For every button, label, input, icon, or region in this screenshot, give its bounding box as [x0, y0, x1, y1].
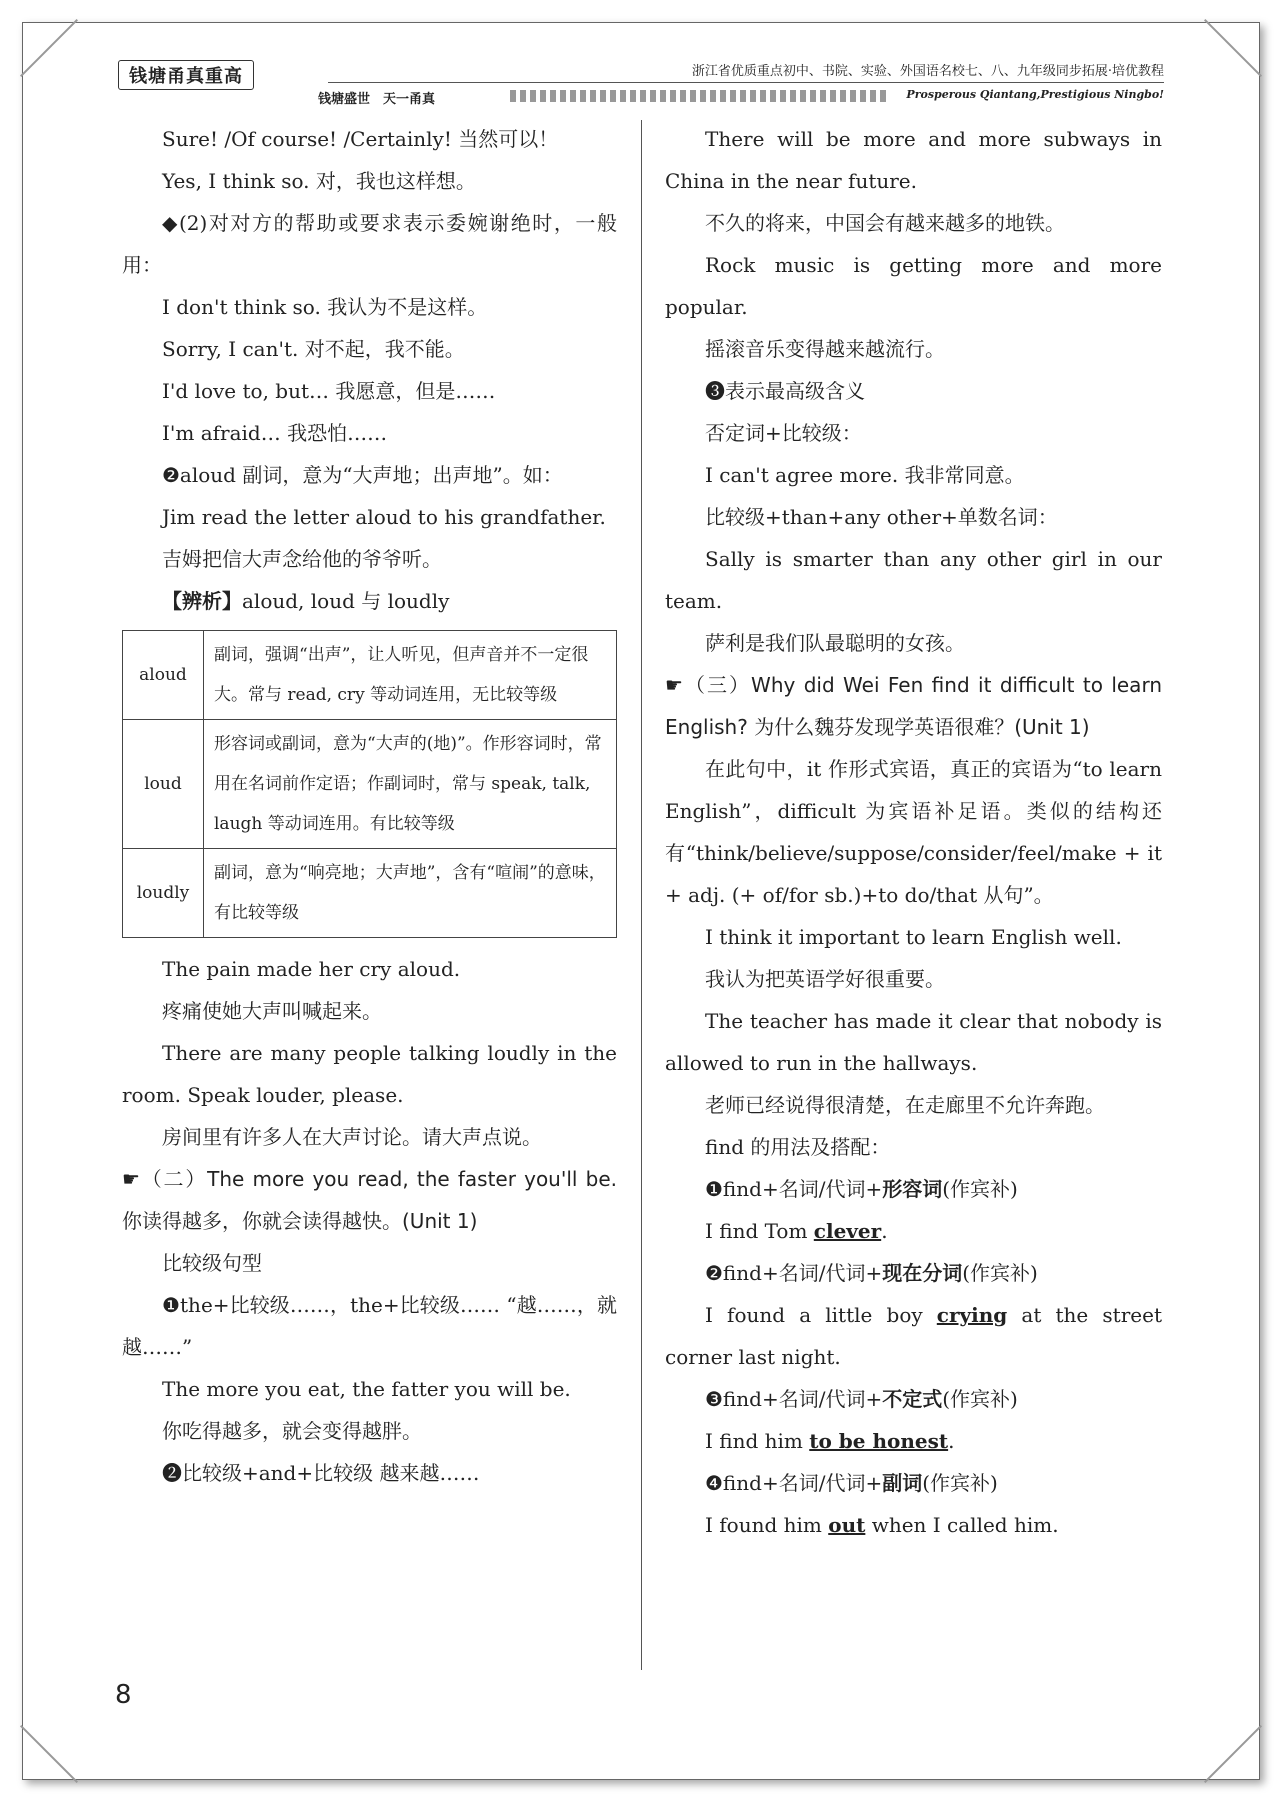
paragraph: I don't think so. 我认为不是这样。	[162, 295, 488, 319]
corner-line	[1204, 1725, 1262, 1783]
paragraph: 比较级+than+any other+单数名词：	[705, 505, 1058, 529]
paragraph: 否定词+比较级：	[705, 421, 862, 445]
table-desc: 副词，强调“出声”，让人听见，但声音并不一定很大。常与 read, cry 等动词连用，无比较等级	[204, 631, 617, 720]
rule-text: ❷find+名词/代词+	[705, 1261, 883, 1285]
rule-text: (作宾补)	[922, 1471, 998, 1495]
header-stripe	[510, 90, 890, 102]
section-heading: ☛（三）Why did Wei Fen find it difficult to learn English? 为什么魏芬发现学英语很难？(Unit 1)	[665, 673, 1162, 739]
column-divider	[641, 120, 642, 1670]
analysis-tag: 【辨析】	[162, 589, 242, 613]
paragraph: I'd love to, but… 我愿意，但是……	[162, 379, 496, 403]
analysis-text: aloud, loud 与 loudly	[242, 589, 450, 613]
table-desc: 副词，意为“响亮地；大声地”，含有“喧闹”的意味，有比较等级	[204, 849, 617, 938]
paragraph: I think it important to learn English well.	[705, 925, 1122, 949]
series-title: 浙江省优质重点初中、书院、实验、外国语名校七、八、九年级同步拓展·培优教程	[691, 64, 1164, 79]
rule-text: (作宾补)	[942, 1387, 1018, 1411]
example-text: I found a little boy	[705, 1303, 937, 1327]
corner-line	[20, 19, 78, 77]
paragraph: Sally is smarter than any other girl in our team.	[665, 547, 1162, 613]
table-row	[123, 849, 617, 938]
paragraph: 萨利是我们队最聪明的女孩。	[705, 631, 965, 655]
paragraph: The teacher has made it clear that nobody is allowed to run in the hallways.	[665, 1009, 1162, 1075]
paragraph: 不久的将来，中国会有越来越多的地铁。	[705, 211, 1065, 235]
paragraph: ❶the+比较级……，the+比较级…… “越……，就越……”	[122, 1293, 617, 1359]
table-term: loud	[123, 720, 204, 849]
paragraph: 你吃得越多，就会变得越胖。	[162, 1419, 422, 1443]
paragraph: The pain made her cry aloud.	[162, 957, 461, 981]
example-text: I find Tom	[705, 1219, 814, 1243]
usage-rule	[665, 1168, 1162, 1210]
rule-text: (作宾补)	[942, 1177, 1018, 1201]
rule-text: ❹find+名词/代词+	[705, 1471, 883, 1495]
usage-rule	[665, 1378, 1162, 1420]
paragraph: 我认为把英语学好很重要。	[705, 967, 945, 991]
example-keyword: crying	[936, 1303, 1008, 1327]
english-slogan: Prosperous Qiantang,Prestigious Ningbo!	[906, 88, 1164, 101]
example-keyword: to be honest	[809, 1429, 949, 1453]
paragraph: 房间里有许多人在大声讨论。请大声点说。	[162, 1125, 542, 1149]
usage-rule	[665, 1252, 1162, 1294]
paragraph: The more you eat, the fatter you will be.	[162, 1377, 571, 1401]
section-heading: ☛（二）The more you read, the faster you'll be. 你读得越多，你就会读得越快。(Unit 1)	[122, 1167, 617, 1233]
paragraph: I'm afraid… 我恐怕……	[162, 421, 388, 445]
table-term: aloud	[123, 631, 204, 720]
example-sentence	[665, 1210, 1162, 1252]
corner-line	[20, 1725, 78, 1783]
example-keyword: out	[828, 1513, 866, 1537]
paragraph: 摇滚音乐变得越来越流行。	[705, 337, 945, 361]
rule-keyword: 形容词	[882, 1177, 943, 1201]
left-column	[122, 118, 617, 1494]
corner-line	[1204, 19, 1262, 77]
header-slogan: 钱塘盛世 天一甬真	[318, 92, 436, 107]
rule-keyword: 副词	[882, 1471, 923, 1495]
example-sentence	[665, 1420, 1162, 1462]
example-text: I found him	[705, 1513, 829, 1537]
paragraph: 在此句中，it 作形式宾语，真正的宾语为“to learn English”，difficult 为宾语补足语。类似的结构还有“think/believe/suppose/consider/feel/make + it + adj. (+ of/for sb.)+to do/that 从句”。	[665, 757, 1162, 907]
rule-keyword: 现在分词	[882, 1261, 963, 1285]
header-rule	[328, 82, 1164, 83]
paragraph: There will be more and more subways in China in the near future.	[665, 127, 1162, 193]
rule-keyword: 不定式	[882, 1387, 943, 1411]
comparison-table	[122, 630, 617, 938]
paragraph: Jim read the letter aloud to his grandfather.	[162, 505, 606, 529]
table-row	[123, 631, 617, 720]
paragraph: Sure! /Of course! /Certainly! 当然可以！	[162, 127, 559, 151]
paragraph: I can't agree more. 我非常同意。	[705, 463, 1025, 487]
paragraph: Sorry, I can't. 对不起，我不能。	[162, 337, 465, 361]
example-sentence	[665, 1504, 1162, 1546]
paragraph: 吉姆把信大声念给他的爷爷听。	[162, 547, 442, 571]
right-column	[665, 118, 1162, 1546]
example-text: I find him	[705, 1429, 810, 1453]
analysis-heading	[122, 580, 617, 622]
paragraph: 老师已经说得很清楚，在走廊里不允许奔跑。	[705, 1093, 1105, 1117]
table-desc: 形容词或副词，意为“大声的(地)”。作形容词时，常用在名词前作定语；作副词时，常与 speak, talk, laugh 等动词连用。有比较等级	[204, 720, 617, 849]
example-text: at the street corner last night.	[665, 1303, 1162, 1369]
paragraph: ◆(2)对对方的帮助或要求表示委婉谢绝时，一般用：	[122, 211, 617, 277]
paragraph: There are many people talking loudly in the room. Speak louder, please.	[122, 1041, 617, 1107]
example-text: .	[881, 1219, 888, 1243]
example-sentence	[665, 1294, 1162, 1378]
rule-text: ❶find+名词/代词+	[705, 1177, 883, 1201]
usage-rule	[665, 1462, 1162, 1504]
brand-box: 钱塘甬真重高	[118, 60, 254, 90]
paragraph: ❷比较级+and+比较级 越来越……	[162, 1461, 480, 1485]
rule-text: (作宾补)	[962, 1261, 1038, 1285]
example-text: .	[948, 1429, 955, 1453]
paragraph: find 的用法及搭配：	[705, 1135, 891, 1159]
paragraph: Yes, I think so. 对，我也这样想。	[162, 169, 476, 193]
page-header	[118, 58, 1164, 108]
paragraph: ❷aloud 副词，意为“大声地；出声地”。如：	[162, 463, 563, 487]
table-row	[123, 720, 617, 849]
example-text: when I called him.	[865, 1513, 1059, 1537]
table-term: loudly	[123, 849, 204, 938]
page-number: 8	[115, 1680, 132, 1710]
paragraph: 比较级句型	[162, 1251, 262, 1275]
paragraph: ❸表示最高级含义	[705, 379, 865, 403]
rule-text: ❸find+名词/代词+	[705, 1387, 883, 1411]
paragraph: Rock music is getting more and more popular.	[665, 253, 1162, 319]
example-keyword: clever	[813, 1219, 882, 1243]
paragraph: 疼痛使她大声叫喊起来。	[162, 999, 382, 1023]
